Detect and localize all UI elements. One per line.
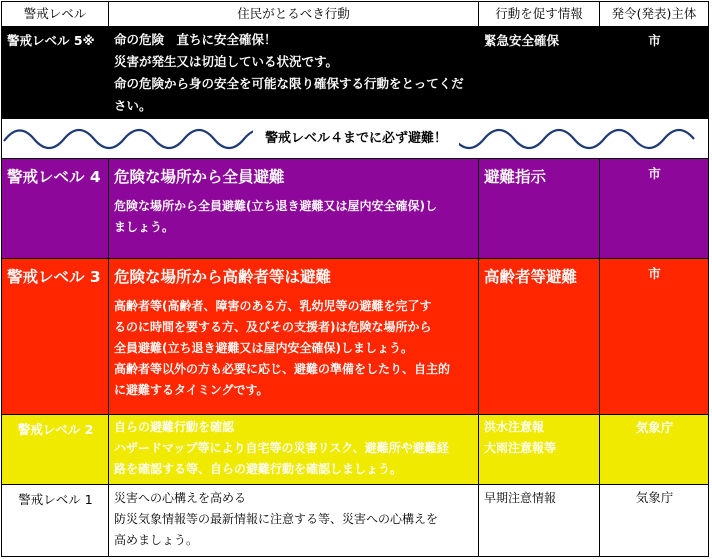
level3-desc-line: に避難するタイミングです。 <box>114 383 269 397</box>
level3-desc-line: 全員避難(立ち退き避難又は屋内安全確保)しましょう。 <box>114 341 413 355</box>
level5-action-cell <box>109 27 479 119</box>
level2-action-line: ハザードマップ等により自宅等の災害リスク、避難所や避難経 <box>114 441 449 455</box>
level2-info-line: 大雨注意報等 <box>484 441 557 455</box>
level3-issuer-cell <box>600 259 709 415</box>
level5-label: 警戒レベル 5※ <box>7 33 95 48</box>
level5-info-cell <box>479 27 600 119</box>
level3-info-cell <box>479 259 600 415</box>
level4-headline: 危険な場所から全員避難 <box>114 168 285 186</box>
header-info: 行動を促す情報 <box>479 1 600 27</box>
level2-action-line: 自らの避難行動を確認 <box>114 420 235 434</box>
level1-info: 早期注意情報 <box>484 491 557 505</box>
level3-desc-line: るのに時間を要する方、及びその支援者)は危険な場所から <box>114 320 432 334</box>
level1-action-line: 高めましょう。 <box>114 533 199 547</box>
level5-issuer-cell <box>600 27 709 119</box>
level2-issuer: 気象庁 <box>635 420 674 435</box>
level4-issuer: 市 <box>648 166 661 181</box>
level5-info: 緊急安全確保 <box>484 33 560 48</box>
level2-action-line: 路を確認する等、自らの避難行動を確認しましょう。 <box>114 462 403 476</box>
level3-label-cell <box>1 259 109 415</box>
level2-info-line: 洪水注意報 <box>484 420 545 434</box>
header-action: 住民がとるべき行動 <box>109 1 479 27</box>
level5-label-cell <box>1 27 109 119</box>
level5-action-line: 災害が発生又は切迫している状況です。 <box>114 54 339 69</box>
level4-desc-line: ましょう。 <box>114 220 175 234</box>
level3-action-cell <box>109 259 479 415</box>
level4-issuer-cell <box>600 159 709 259</box>
level5-issuer: 市 <box>648 33 661 48</box>
level3-issuer: 市 <box>648 266 661 281</box>
level2-label: 警戒レベル 2 <box>17 422 94 437</box>
level1-action-cell <box>109 485 479 557</box>
level1-info-cell <box>479 485 600 557</box>
level4-action-cell <box>109 159 479 259</box>
level5-action-line: 命の危険から身の安全を可能な限り確保する行動をとってくだ <box>114 76 464 91</box>
level4-info: 避難指示 <box>484 168 547 186</box>
level1-label-cell <box>1 485 109 557</box>
level5-action-line: 命の危険 直ちに安全確保！ <box>114 32 277 47</box>
level2-label-cell <box>1 415 109 485</box>
level1-label: 警戒レベル 1 <box>18 492 93 507</box>
level4-info-cell <box>479 159 600 259</box>
level3-label: 警戒レベル 3 <box>7 268 101 286</box>
level1-issuer: 気象庁 <box>635 490 674 505</box>
level4-label: 警戒レベル 4 <box>7 168 101 186</box>
level4-desc-line: 危険な場所から全員避難(立ち退き避難又は屋内安全確保)し <box>114 199 437 213</box>
level2-issuer-cell <box>600 415 709 485</box>
level4-label-cell <box>1 159 109 259</box>
level3-desc-line: 高齢者等(高齢者、障害のある方、乳幼児等の避難を完了す <box>114 299 432 313</box>
level1-action-line: 災害への心構えを高める <box>114 491 247 505</box>
level1-issuer-cell <box>600 485 709 557</box>
level3-info: 高齢者等避難 <box>484 268 578 286</box>
level2-action-cell <box>109 415 479 485</box>
level3-headline: 危険な場所から高齢者等は避難 <box>114 268 332 286</box>
evacuation-alert-level-table <box>1 1 709 557</box>
level2-info-cell <box>479 415 600 485</box>
header-issuer: 発令(発表)主体 <box>600 1 709 27</box>
evacuate-by-level4-banner <box>1 119 709 159</box>
header-level: 警戒レベル <box>1 1 109 27</box>
level3-desc-line: 高齢者等以外の方も必要に応じ、避難の準備をしたり、自主的 <box>114 362 451 376</box>
level1-action-line: 防災気象情報等の最新情報に注意する等、災害への心構えを <box>114 512 439 526</box>
level5-action-line: さい。 <box>114 98 152 113</box>
banner-text: 警戒レベル４までに必ず避難！ <box>253 128 459 150</box>
